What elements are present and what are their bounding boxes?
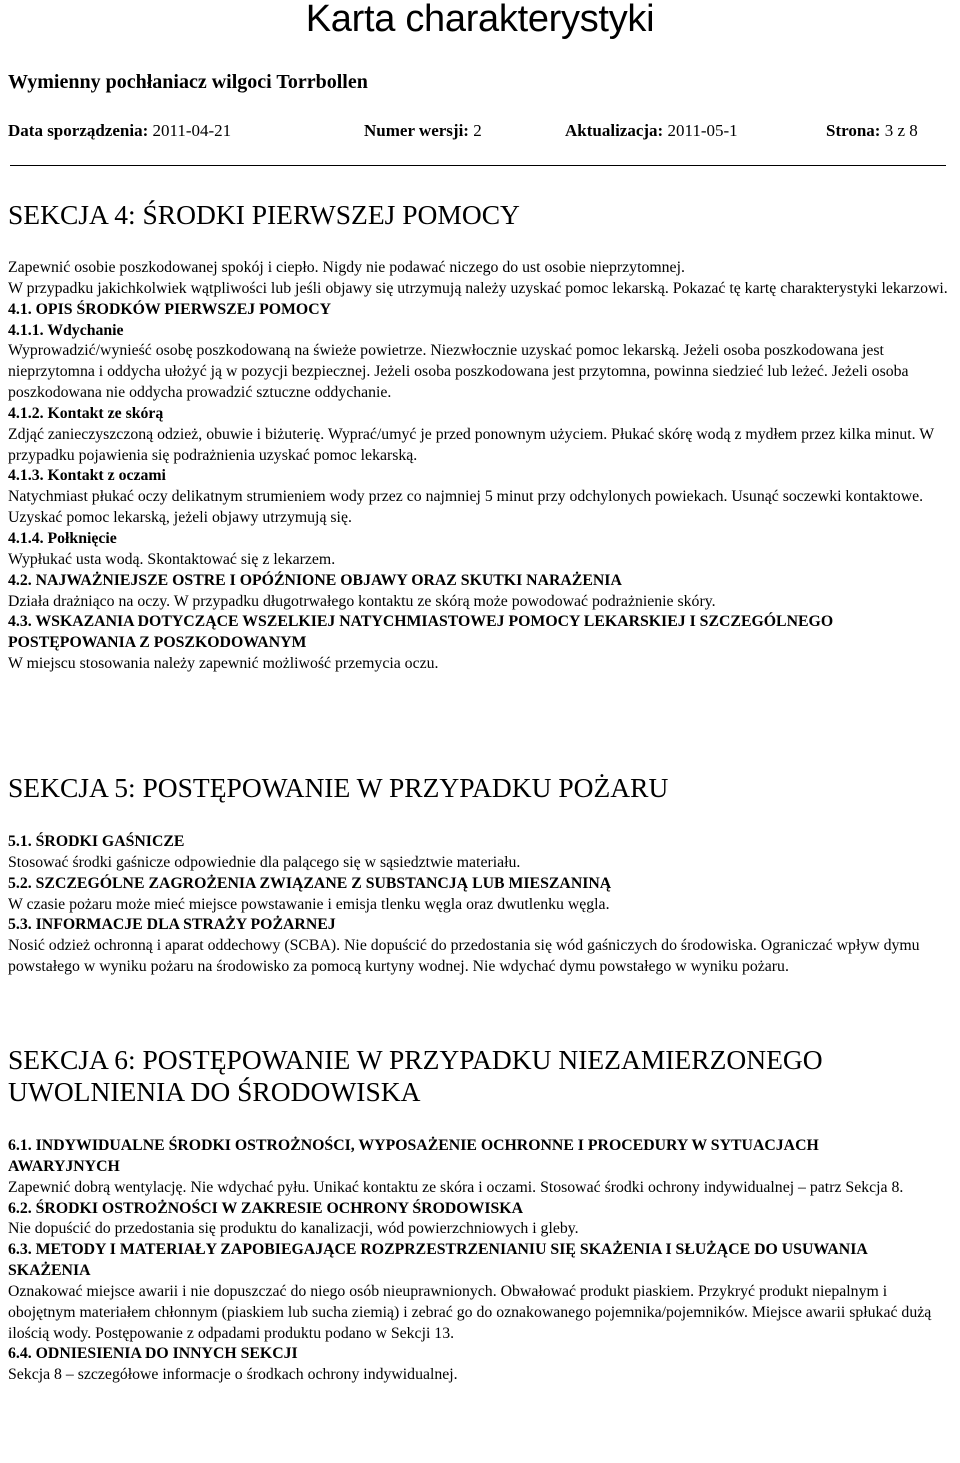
page-value: 3 z 8 bbox=[884, 121, 918, 140]
section-4-intro-1: Zapewnić osobie poszkodowanej spokój i ciepło. Nigdy nie podawać niczego do ust osobie nieprzytomnej. bbox=[8, 259, 685, 276]
subsection-6-4-heading: 6.4. ODNIESIENIA DO INNYCH SEKCJI bbox=[8, 1345, 298, 1363]
section-6-heading bbox=[8, 1044, 958, 1108]
subsection-5-3-heading: 5.3. INFORMACJE DLA STRAŻY POŻARNEJ bbox=[8, 916, 336, 934]
subsection-6-2-heading: 6.2. ŚRODKI OSTROŻNOŚCI W ZAKRESIE OCHRONY ŚRODOWISKA bbox=[8, 1199, 523, 1217]
subsection-4-1-2-text: Zdjąć zanieczyszczoną odzież, obuwie i biżuterię. Wyprać/umyć je przed ponownym użyciem. Płukać skórę wodą z mydłem przez kilka minut. W przypadku pojawienia się podrażnienia uzyskać pomoc lekarską. bbox=[8, 425, 934, 464]
subsection-4-1-4-heading: 4.1.4. Połknięcie bbox=[8, 529, 117, 547]
section-6-heading-line-1: SEKCJA 6: POSTĘPOWANIE W PRZYPADKU NIEZAMIERZONEGO bbox=[8, 1044, 823, 1075]
section-6-heading-line-2: UWOLNIENIA DO ŚRODOWISKA bbox=[8, 1076, 421, 1107]
subsection-5-2-text: W czasie pożaru może mieć miejsce powstawanie i emisja tlenku węgla oraz dwutlenku węgla. bbox=[8, 895, 610, 913]
subsection-4-1-4-text: Wypłukać usta wodą. Skontaktować się z lekarzem. bbox=[8, 550, 336, 568]
subsection-6-4-text: Sekcja 8 – szczegółowe informacje o środkach ochrony indywidualnej. bbox=[8, 1366, 458, 1384]
version-label: Numer wersji: bbox=[364, 121, 469, 140]
subsection-4-1-3-text: Natychmiast płukać oczy delikatnym strumieniem wody przez co najmniej 5 minut przy odchylonych powiekach. Usunąć soczewki kontaktowe. Uzyskać pomoc lekarską, jeżeli objawy utrzymują się. bbox=[8, 488, 924, 527]
date-label: Data sporządzenia: bbox=[8, 121, 149, 140]
section-4-intro-2: W przypadku jakichkolwiek wątpliwości lub jeśli objawy się utrzymują należy uzyskać pomoc lekarską. Pokazać tę kartę charakterystyki lekarzowi. bbox=[8, 279, 948, 297]
page-label: Strona: bbox=[826, 121, 881, 140]
header-divider bbox=[10, 165, 946, 166]
date-value: 2011-04-21 bbox=[152, 121, 232, 140]
subsection-4-3-text: W miejscu stosowania należy zapewnić możliwość przemycia oczu. bbox=[8, 655, 439, 673]
subsection-4-1-1-text: Wyprowadzić/wynieść osobę poszkodowaną na świeże powietrze. Niezwłocznie uzyskać pomoc lekarską. Jeżeli osoba poszkodowana jest nieprzytomna i oddycha ułożyć ją w pozycji bezpiecznej. Jeżeli osoba poszkodowana jest przytomna, powinna siedzieć lub leżeć. Jeżeli osoba poszkodowana nie oddycha prowadzić sztuczne oddychanie. bbox=[8, 342, 909, 402]
update-field bbox=[565, 118, 738, 144]
subsection-6-2-text: Nie dopuścić do przedostania się produktu do kanalizacji, wód powierzchniowych i gleby. bbox=[8, 1220, 579, 1238]
subsection-5-1-heading: 5.1. ŚRODKI GAŚNICZE bbox=[8, 833, 185, 850]
date-field bbox=[8, 118, 231, 144]
subsection-4-1-2-heading: 4.1.2. Kontakt ze skórą bbox=[8, 404, 164, 422]
section-4-body bbox=[8, 258, 953, 675]
subsection-4-1-heading: 4.1. OPIS ŚRODKÓW PIERWSZEJ POMOCY bbox=[8, 300, 332, 318]
subsection-5-3-text: Nosić odzież ochronną i aparat oddechowy (SCBA). Nie dopuścić do przedostania się wód gaśniczych do środowiska. Ograniczać wpływ dymu powstałego w wyniku pożaru na środowisko za pomocą kurtyny wodnej. Nie wdychać dymu powstałego w wyniku pożaru. bbox=[8, 937, 920, 976]
subsection-6-1-text: Zapewnić dobrą wentylację. Nie wdychać pyłu. Unikać kontaktu ze skóra i oczami. Stosować środki ochrony indywidualnej – patrz Sekcja 8. bbox=[8, 1178, 904, 1196]
page-field bbox=[826, 118, 918, 144]
subsection-4-1-1-heading: 4.1.1. Wdychanie bbox=[8, 321, 124, 339]
subsection-4-1-3-heading: 4.1.3. Kontakt z oczami bbox=[8, 467, 166, 485]
subsection-4-2-heading: 4.2. NAJWAŻNIEJSZE OSTRE I OPÓŹNIONE OBJAWY ORAZ SKUTKI NARAŻENIA bbox=[8, 571, 622, 589]
subsection-5-1-text: Stosować środki gaśnicze odpowiednie dla palącego się w sąsiedztwie materiału. bbox=[8, 853, 521, 871]
product-name: Wymienny pochłaniacz wilgoci Torrbollen bbox=[8, 71, 368, 93]
document-title: Karta charakterystyki bbox=[305, 0, 655, 40]
version-field bbox=[364, 118, 482, 144]
section-4-heading: SEKCJA 4: ŚRODKI PIERWSZEJ POMOCY bbox=[8, 199, 520, 230]
subsection-4-2-text: Działa drażniąco na oczy. W przypadku długotrwałego kontaktu ze skórą może powodować podrażnienie skóry. bbox=[8, 592, 716, 610]
version-value: 2 bbox=[473, 121, 482, 140]
section-5-body bbox=[8, 832, 953, 978]
section-5-heading: SEKCJA 5: POSTĘPOWANIE W PRZYPADKU POŻARU bbox=[8, 772, 669, 803]
subsection-6-1-heading: 6.1. INDYWIDUALNE ŚRODKI OSTROŻNOŚCI, WYPOSAŻENIE OCHRONNE I PROCEDURY W SYTUACJACH AWARYJNYCH bbox=[8, 1137, 819, 1175]
subsection-6-3-text: Oznakować miejsce awarii i nie dopuszczać do niego osób nieuprawnionych. Obwałować produkt piaskiem. Przykryć produkt niepalnym i obojętnym materiałem chłonnym (piaskiem lub sucha ziemią) i zebrać go do oznakowanego pojemnika/pojemników. Miejsce awarii spłukać dużą ilością wody. Postępowanie z odpadami produktu podano w Sekcji 13. bbox=[8, 1282, 932, 1342]
update-value: 2011-05-1 bbox=[667, 121, 738, 140]
subsection-5-2-heading: 5.2. SZCZEGÓLNE ZAGROŻENIA ZWIĄZANE Z SUBSTANCJĄ LUB MIESZANINĄ bbox=[8, 874, 612, 892]
subsection-4-3-heading: 4.3. WSKAZANIA DOTYCZĄCE WSZELKIEJ NATYCHMIASTOWEJ POMOCY LEKARSKIEJ I SZCZEGÓLNEGO POSTĘPOWANIA Z POSZKODOWANYM bbox=[8, 613, 834, 652]
section-6-body bbox=[8, 1136, 953, 1386]
update-label: Aktualizacja: bbox=[565, 121, 664, 140]
subsection-6-3-heading: 6.3. METODY I MATERIAŁY ZAPOBIEGAJĄCE ROZPRZESTRZENIANIU SIĘ SKAŻENIA I SŁUŻĄCE DO USUWANIA SKAŻENIA bbox=[8, 1241, 867, 1280]
